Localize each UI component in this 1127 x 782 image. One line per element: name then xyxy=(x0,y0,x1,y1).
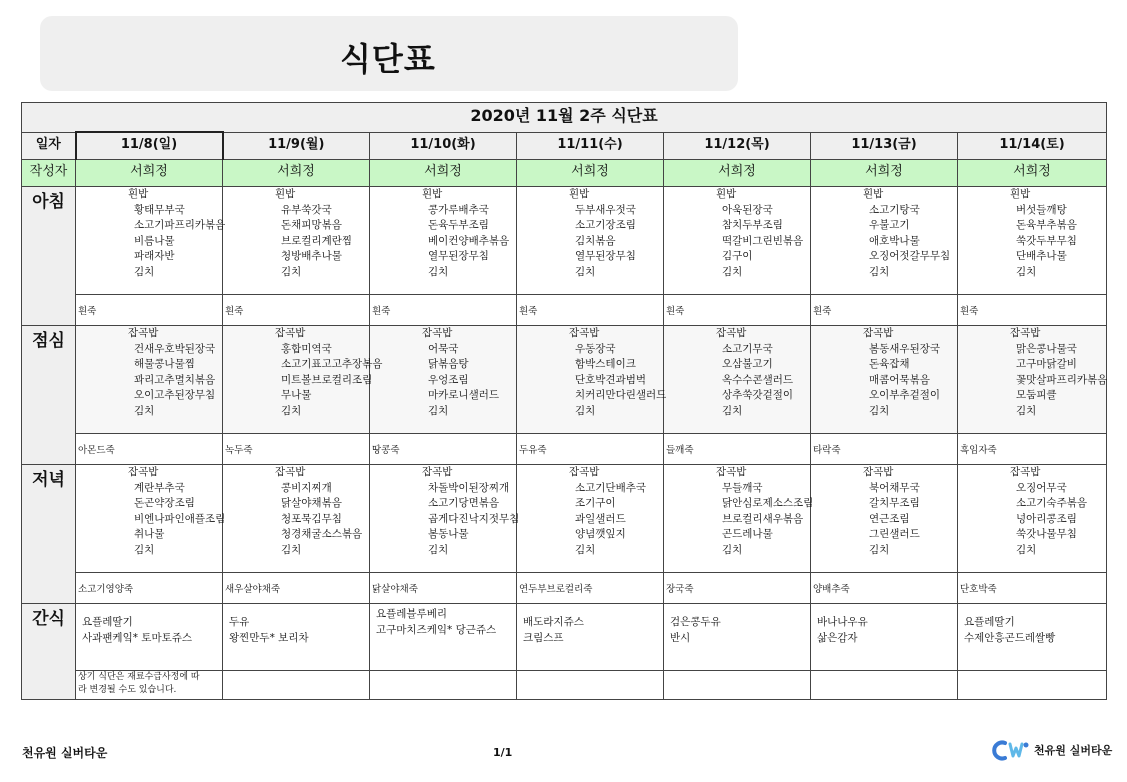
menu-item: 비름나물 xyxy=(134,234,175,247)
menu-item: 소고기단배추국 xyxy=(575,481,647,494)
menu-item: 김치 xyxy=(1016,404,1037,417)
footer-org-name: 천유원 실버타운 xyxy=(22,746,108,760)
porridge-cell xyxy=(811,573,958,604)
menu-item: 잡곡밥 xyxy=(128,466,159,478)
menu-item: 연근조림 xyxy=(869,512,910,525)
menu-cell xyxy=(958,465,1107,573)
menu-item: 김치 xyxy=(281,543,302,556)
meal-label-lunch: 점심 xyxy=(22,326,76,465)
menu-item: 아욱된장국 xyxy=(722,203,773,216)
heading-row xyxy=(22,103,1107,133)
footer-logo xyxy=(996,739,1112,761)
menu-item: 오이부추겉절이 xyxy=(869,389,941,401)
snack-item: 사과팬케잌* 토마토쥬스 xyxy=(82,632,193,644)
snack-item: 요플레딸기 xyxy=(82,616,133,628)
meal-label-dinner: 저녁 xyxy=(22,465,76,604)
menu-item: 흰밥 xyxy=(275,188,296,200)
menu-item: 김구이 xyxy=(722,250,753,262)
snack-cell xyxy=(517,604,664,671)
menu-item: 청포묵김무침 xyxy=(281,512,342,525)
menu-cell xyxy=(223,326,383,434)
menu-item: 북어채무국 xyxy=(869,481,920,494)
date-cell: 11/9(월) xyxy=(223,132,370,160)
menu-item: 김치 xyxy=(428,543,449,556)
menu-item: 잡곡밥 xyxy=(275,327,306,339)
date-cell: 11/11(수) xyxy=(517,132,664,160)
porridge-cell xyxy=(811,295,958,326)
menu-item: 함박스테이크 xyxy=(575,358,636,370)
menu-item: 베이컨양배추볶음 xyxy=(428,234,510,247)
menu-item: 잡곡밥 xyxy=(569,466,600,478)
empty-cell xyxy=(517,671,664,700)
note-text: 라 변경될 수도 있습니다. xyxy=(78,685,177,695)
menu-item: 참치두부조림 xyxy=(722,219,783,231)
menu-item: 청방배추나물 xyxy=(281,250,342,262)
porridge-item: 들깨죽 xyxy=(666,445,694,456)
table-heading: 2020년 11월 2주 식단표 xyxy=(22,103,1107,133)
meal-row-snack xyxy=(22,604,1107,671)
writer-label: 작성자 xyxy=(22,160,76,187)
snack-item: 바나나우유 xyxy=(817,616,868,628)
menu-item: 소고기당면볶음 xyxy=(428,497,500,509)
porridge-cell xyxy=(370,434,517,465)
note-cell xyxy=(76,671,223,700)
menu-item: 김치 xyxy=(575,265,596,278)
empty-cell xyxy=(223,671,370,700)
menu-item: 김치 xyxy=(722,265,743,278)
porridge-item: 연두부브로컬리죽 xyxy=(519,584,593,595)
menu-item: 소고기표고고추장볶음 xyxy=(281,358,383,370)
menu-item: 잡곡밥 xyxy=(422,466,453,478)
snack-cell xyxy=(811,604,958,671)
menu-cell xyxy=(664,187,811,295)
menu-item: 모둠피클 xyxy=(1016,389,1057,401)
menu-item: 단배추나물 xyxy=(1016,250,1067,262)
menu-item: 돈육부추볶음 xyxy=(1016,219,1077,231)
porridge-cell xyxy=(958,573,1107,604)
writer-cell: 서희정 xyxy=(370,160,517,187)
menu-cell xyxy=(664,465,814,573)
date-cell: 11/14(토) xyxy=(958,132,1107,160)
date-cell: 11/13(금) xyxy=(811,132,958,160)
porridge-row-dinner xyxy=(22,573,1107,604)
porridge-cell xyxy=(664,573,811,604)
porridge-cell xyxy=(664,434,811,465)
porridge-row-lunch xyxy=(22,434,1107,465)
menu-item: 김치 xyxy=(722,543,743,556)
menu-item: 김치 xyxy=(869,265,890,278)
porridge-item: 땅콩죽 xyxy=(372,445,400,456)
porridge-cell xyxy=(517,295,664,326)
menu-item: 브로컬리새우볶음 xyxy=(722,512,804,525)
menu-cell xyxy=(76,187,226,295)
porridge-cell xyxy=(958,295,1107,326)
menu-item: 김치 xyxy=(281,265,302,278)
meal-row-dinner xyxy=(22,465,1107,573)
porridge-cell xyxy=(370,573,517,604)
menu-item: 매콤어묵볶음 xyxy=(869,373,930,386)
porridge-cell xyxy=(370,295,517,326)
menu-item: 흰밥 xyxy=(128,188,149,200)
porridge-cell xyxy=(517,434,664,465)
note-text: 상기 식단은 재료수급사정에 따 xyxy=(78,672,200,682)
menu-item: 김치 xyxy=(575,543,596,556)
page-number: 1/1 xyxy=(493,746,513,759)
porridge-item: 소고기영양죽 xyxy=(78,584,134,595)
menu-item: 비엔나파인애플조림 xyxy=(134,512,226,525)
menu-item: 닭볶음탕 xyxy=(428,358,469,370)
snack-cell xyxy=(76,604,223,671)
date-cell: 11/8(일) xyxy=(76,132,223,160)
snack-item: 삶은감자 xyxy=(817,632,858,644)
menu-item: 김치 xyxy=(428,265,449,278)
menu-item: 쑥갓두부무침 xyxy=(1016,234,1077,247)
menu-item: 두부새우젓국 xyxy=(575,203,636,216)
menu-item: 그린샐러드 xyxy=(869,528,920,540)
menu-item: 황태무부국 xyxy=(134,203,185,216)
menu-item: 치커리만다린샐러드 xyxy=(575,389,667,401)
menu-item: 곤드레나물 xyxy=(722,528,773,540)
menu-item: 해물콩나물찜 xyxy=(134,358,195,370)
menu-cell xyxy=(958,326,1107,434)
menu-cell xyxy=(517,187,664,295)
menu-item: 김치 xyxy=(134,265,155,278)
menu-item: 맑은콩나물국 xyxy=(1016,342,1077,355)
snack-item: 배도라지쥬스 xyxy=(523,616,584,628)
menu-item: 우동장국 xyxy=(575,342,616,355)
menu-item: 김치 xyxy=(1016,265,1037,278)
menu-item: 흰밥 xyxy=(716,188,737,200)
menu-item: 김치 xyxy=(869,404,890,417)
porridge-item: 흰죽 xyxy=(78,306,97,317)
porridge-item: 양배추죽 xyxy=(813,584,850,595)
porridge-item: 아몬드죽 xyxy=(78,445,115,456)
menu-item: 건새우호박된장국 xyxy=(134,342,216,355)
porridge-item: 녹두죽 xyxy=(225,445,253,456)
menu-cell xyxy=(517,465,664,573)
menu-cell xyxy=(370,187,517,295)
menu-item: 옥수수콘샐러드 xyxy=(722,373,794,386)
menu-item: 꽈리고추멸치볶음 xyxy=(134,373,216,386)
menu-item: 닭살야채볶음 xyxy=(281,497,342,509)
menu-item: 김치 xyxy=(281,404,302,417)
menu-item: 흰밥 xyxy=(1010,188,1031,200)
menu-item: 흰밥 xyxy=(569,188,590,200)
menu-item: 잡곡밥 xyxy=(1010,466,1041,478)
writer-cell: 서희정 xyxy=(664,160,811,187)
menu-cell xyxy=(811,326,958,434)
writer-cell: 서희정 xyxy=(76,160,223,187)
menu-item: 오징어무국 xyxy=(1016,481,1067,494)
menu-cell xyxy=(370,465,520,573)
snack-cell xyxy=(370,604,517,671)
snack-item: 요플레블루베리 xyxy=(376,608,448,620)
menu-cell xyxy=(223,465,370,573)
menu-item: 소고기무국 xyxy=(722,342,773,355)
menu-item: 열무된장무침 xyxy=(575,250,636,262)
porridge-item: 흑임자죽 xyxy=(960,445,997,456)
menu-item: 콩비지찌개 xyxy=(281,481,332,494)
snack-item: 반시 xyxy=(670,632,691,644)
empty-cell xyxy=(664,671,811,700)
menu-item: 차돌박이된장찌개 xyxy=(428,481,510,494)
menu-item: 잡곡밥 xyxy=(716,466,747,478)
menu-item: 김치볶음 xyxy=(575,234,616,247)
porridge-item: 새우살야채죽 xyxy=(225,584,281,595)
menu-item: 갈치무조림 xyxy=(869,497,920,509)
menu-item: 김치 xyxy=(134,543,155,556)
snack-item: 두유 xyxy=(229,616,250,628)
snack-item: 크림스프 xyxy=(523,632,564,644)
menu-item: 김치 xyxy=(428,404,449,417)
menu-item: 브로컬리계란찜 xyxy=(281,234,353,247)
menu-item: 어묵국 xyxy=(428,342,459,355)
porridge-item: 흰죽 xyxy=(519,306,538,317)
menu-cell xyxy=(370,326,517,434)
menu-item: 양념깻잎지 xyxy=(575,528,626,540)
menu-item: 열무된장무침 xyxy=(428,250,489,262)
porridge-item: 닭살야채죽 xyxy=(372,584,418,595)
menu-item: 조기구이 xyxy=(575,497,616,509)
menu-cell xyxy=(664,326,811,434)
porridge-cell xyxy=(223,434,370,465)
menu-cell xyxy=(517,326,667,434)
menu-item: 단호박견과범벅 xyxy=(575,373,647,386)
porridge-item: 단호박죽 xyxy=(960,584,997,595)
snack-item: 고구마치즈케잌* 당근쥬스 xyxy=(376,624,497,636)
date-cell: 11/12(목) xyxy=(664,132,811,160)
menu-item: 오징어젓갈무무침 xyxy=(869,250,951,262)
meal-label-snack: 간식 xyxy=(22,604,76,700)
writer-row xyxy=(22,160,1107,187)
menu-item: 소고기탕국 xyxy=(869,203,920,216)
title-banner xyxy=(40,16,738,91)
menu-item: 홍합미역국 xyxy=(281,342,332,355)
menu-cell xyxy=(958,187,1107,295)
menu-item: 꽃맛살파프리카볶음 xyxy=(1016,373,1108,386)
menu-item: 닭안심로제소스조림 xyxy=(722,497,814,509)
porridge-item: 흰죽 xyxy=(960,306,979,317)
empty-cell xyxy=(811,671,958,700)
writer-cell: 서희정 xyxy=(958,160,1107,187)
menu-item: 잡곡밥 xyxy=(716,327,747,339)
menu-item: 김치 xyxy=(575,404,596,417)
menu-item: 잡곡밥 xyxy=(569,327,600,339)
menu-item: 돈채피망볶음 xyxy=(281,219,342,231)
snack-cell xyxy=(664,604,811,671)
menu-item: 잡곡밥 xyxy=(863,466,894,478)
menu-item: 봄동새우된장국 xyxy=(869,342,941,355)
porridge-item: 흰죽 xyxy=(225,306,244,317)
menu-item: 취나물 xyxy=(134,528,165,540)
porridge-cell xyxy=(76,434,223,465)
menu-item: 소고기파프리카볶음 xyxy=(134,219,226,231)
menu-item: 돈육두부조림 xyxy=(428,219,489,231)
snack-cell xyxy=(223,604,370,671)
meal-row-lunch xyxy=(22,326,1107,434)
menu-item: 애호박나물 xyxy=(869,234,920,247)
menu-cell xyxy=(223,187,370,295)
menu-cell xyxy=(76,326,223,434)
menu-item: 김치 xyxy=(722,404,743,417)
menu-item: 우불고기 xyxy=(869,219,910,231)
menu-item: 김치 xyxy=(1016,543,1037,556)
menu-item: 넝아리콩조림 xyxy=(1016,512,1077,525)
snack-item: 요플레딸기 xyxy=(964,616,1015,628)
menu-item: 콩가루배추국 xyxy=(428,203,489,216)
menu-item: 흰밥 xyxy=(863,188,884,200)
date-label: 일자 xyxy=(22,132,76,160)
menu-item: 마카로니샐러드 xyxy=(428,389,500,401)
menu-table xyxy=(21,102,1107,700)
menu-item: 돈육잡채 xyxy=(869,358,910,370)
chunyuwon-logo-icon xyxy=(996,739,1030,761)
porridge-cell xyxy=(517,573,664,604)
snack-item: 수제안흥곤드레쌀빵 xyxy=(964,632,1056,644)
menu-item: 미트볼브로컬리조림 xyxy=(281,373,373,386)
menu-item: 우엉조림 xyxy=(428,373,469,386)
porridge-item: 장국죽 xyxy=(666,584,694,595)
porridge-cell xyxy=(223,295,370,326)
snack-item: 검은콩두유 xyxy=(670,616,721,628)
porridge-item: 흰죽 xyxy=(666,306,685,317)
menu-item: 돈곤약장조림 xyxy=(134,497,195,509)
menu-item: 버섯들깨탕 xyxy=(1016,203,1067,216)
porridge-cell xyxy=(811,434,958,465)
menu-item: 쑥갓나물무침 xyxy=(1016,528,1077,540)
writer-cell: 서희정 xyxy=(811,160,958,187)
snack-item: 왕찐만두* 보리차 xyxy=(229,632,309,644)
menu-item: 소고기장조림 xyxy=(575,219,636,231)
menu-item: 무들깨국 xyxy=(722,481,763,494)
porridge-cell xyxy=(76,295,223,326)
menu-item: 잡곡밥 xyxy=(275,466,306,478)
porridge-item: 흰죽 xyxy=(813,306,832,317)
menu-item: 청경채굴소스볶음 xyxy=(281,528,363,540)
empty-cell xyxy=(958,671,1107,700)
menu-cell xyxy=(811,465,958,573)
menu-item: 잡곡밥 xyxy=(863,327,894,339)
porridge-item: 타락죽 xyxy=(813,445,841,456)
menu-item: 과일샐러드 xyxy=(575,512,626,525)
porridge-cell xyxy=(223,573,370,604)
menu-item: 김치 xyxy=(134,404,155,417)
menu-item: 곱게다진낙지젓무침 xyxy=(428,512,520,525)
date-row xyxy=(22,132,1107,160)
menu-item: 오삼불고기 xyxy=(722,358,773,370)
menu-item: 계란부추국 xyxy=(134,481,185,494)
menu-item: 고구마닭갈비 xyxy=(1016,358,1077,370)
porridge-item: 흰죽 xyxy=(372,306,391,317)
page-title: 식단표 xyxy=(340,40,436,78)
writer-cell: 서희정 xyxy=(223,160,370,187)
menu-item: 흰밥 xyxy=(422,188,443,200)
menu-item: 김치 xyxy=(869,543,890,556)
menu-item: 상추쑥갓겉절이 xyxy=(722,389,794,401)
footer-logo-text: 천유원 실버타운 xyxy=(1034,744,1113,757)
porridge-row-breakfast xyxy=(22,295,1107,326)
menu-cell xyxy=(76,465,226,573)
menu-item: 잡곡밥 xyxy=(1010,327,1041,339)
menu-item: 파래자반 xyxy=(134,250,175,262)
porridge-cell xyxy=(958,434,1107,465)
snack-cell xyxy=(958,604,1107,671)
menu-item: 잡곡밥 xyxy=(422,327,453,339)
note-row xyxy=(22,671,1107,700)
meal-label-breakfast: 아침 xyxy=(22,187,76,326)
porridge-cell xyxy=(664,295,811,326)
menu-cell xyxy=(811,187,958,295)
date-cell: 11/10(화) xyxy=(370,132,517,160)
menu-item: 오이고추된장무침 xyxy=(134,389,216,401)
porridge-item: 두유죽 xyxy=(519,445,547,456)
menu-item: 떡갈비그린빈볶음 xyxy=(722,234,804,247)
meal-row-breakfast xyxy=(22,187,1107,295)
menu-item: 무나물 xyxy=(281,389,312,401)
porridge-cell xyxy=(76,573,223,604)
menu-item: 유부쑥갓국 xyxy=(281,203,332,216)
writer-cell: 서희정 xyxy=(517,160,664,187)
menu-item: 소고기숙주볶음 xyxy=(1016,497,1088,509)
menu-item: 잡곡밥 xyxy=(128,327,159,339)
menu-item: 봄동나물 xyxy=(428,528,469,540)
empty-cell xyxy=(370,671,517,700)
